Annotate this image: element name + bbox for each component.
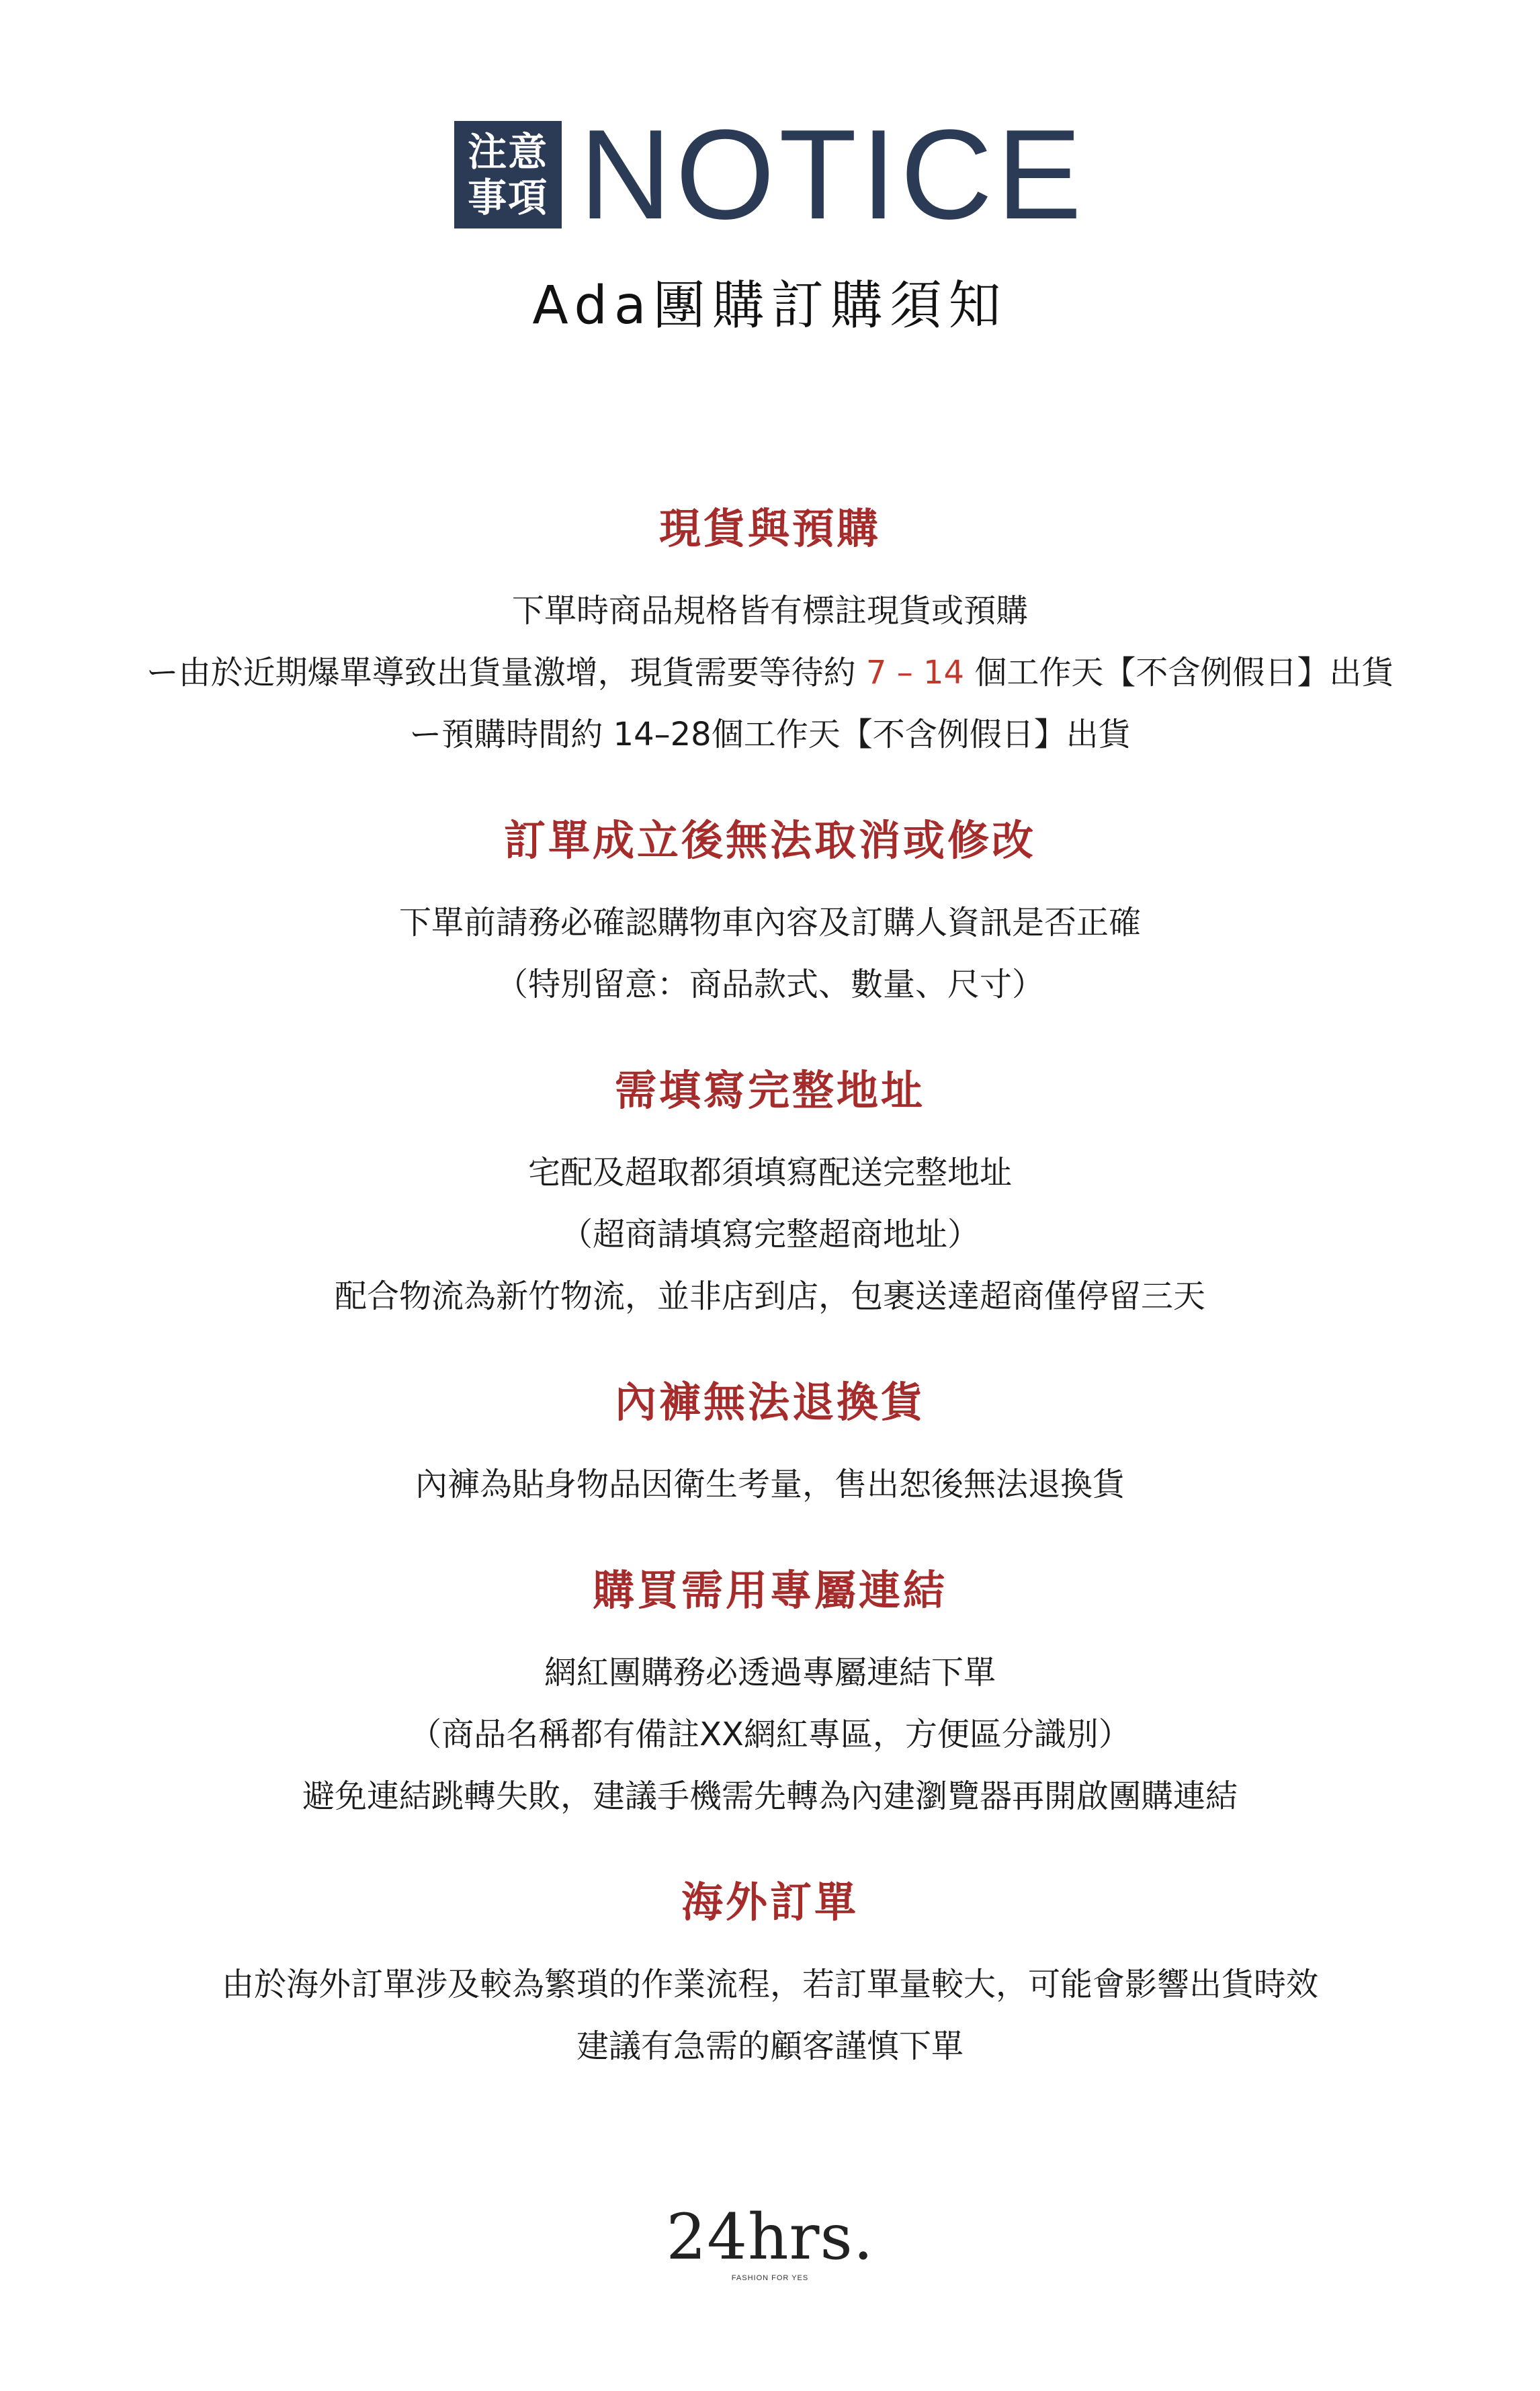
notice-word: NOTICE [579, 103, 1086, 246]
section-line: （商品名稱都有備註XX網紅專區，方便區分識別） [409, 1716, 1131, 1753]
badge-line-1: 注意 [468, 129, 549, 175]
section-line-highlighted [0, 642, 1540, 704]
section-line: 下單時商品規格皆有標註現貨或預購 [511, 592, 1028, 630]
logo-tagline: FASHION FOR YES [731, 2274, 809, 2282]
page-title: Ada團購訂購須知 [532, 276, 1008, 336]
badge-line-2: 事項 [468, 175, 549, 220]
section-line: （超商請填寫完整超商地址） [560, 1216, 980, 1253]
section-title: 購買需用專屬連結 [592, 1566, 947, 1615]
section-line: 下單前請務必確認購物車內容及訂購人資訊是否正確 [398, 904, 1141, 941]
section-underwear [0, 1374, 1540, 1515]
section-line: 宅配及超取都須填寫配送完整地址 [527, 1154, 1012, 1191]
section-line: 由於海外訂單涉及較為繁瑣的作業流程，若訂單量較大，可能會影響出貨時效 [221, 1966, 1318, 2003]
section-line: （特別留意：商品款式、數量、尺寸） [495, 966, 1044, 1003]
section-title: 海外訂單 [681, 1878, 859, 1927]
section-line: 避免連結跳轉失敗，建議手機需先轉為內建瀏覽器再開啟團購連結 [302, 1777, 1238, 1815]
section-full-address [0, 1062, 1540, 1327]
section-stock-preorder [0, 501, 1540, 765]
header [0, 103, 1540, 339]
section-line: 建議有急需的顧客謹慎下單 [576, 2027, 964, 2065]
line-text-after: 個工作天【不含例假日】出貨 [964, 654, 1394, 691]
section-title: 訂單成立後無法取消或修改 [503, 816, 1036, 865]
notice-badge [454, 121, 562, 228]
section-line: ー預購時間約 14–28個工作天【不含例假日】出貨 [409, 716, 1131, 753]
logo-wordmark: 24hrs. [666, 2201, 874, 2274]
notice-sections [0, 501, 1540, 2124]
section-line: 網紅團購務必透過專屬連結下單 [544, 1654, 996, 1691]
section-title: 現貨與預購 [658, 504, 881, 553]
section-title: 需填寫完整地址 [614, 1066, 925, 1115]
notice-heading [454, 103, 1086, 246]
highlight-days: 7 – 14 [865, 654, 965, 691]
section-line: 內褲為貼身物品因衛生考量，售出恕後無法退換貨 [415, 1466, 1125, 1503]
section-title: 內褲無法退換貨 [614, 1378, 925, 1427]
section-no-cancel [0, 812, 1540, 1015]
section-overseas [0, 1874, 1540, 2077]
brand-logo [0, 2201, 1540, 2282]
line-text-before: ー由於近期爆單導致出貨量激增，現貨需要等待約 [146, 654, 866, 691]
section-line: 配合物流為新竹物流，並非店到店，包裹送達超商僅停留三天 [334, 1277, 1205, 1315]
section-exclusive-link [0, 1562, 1540, 1827]
